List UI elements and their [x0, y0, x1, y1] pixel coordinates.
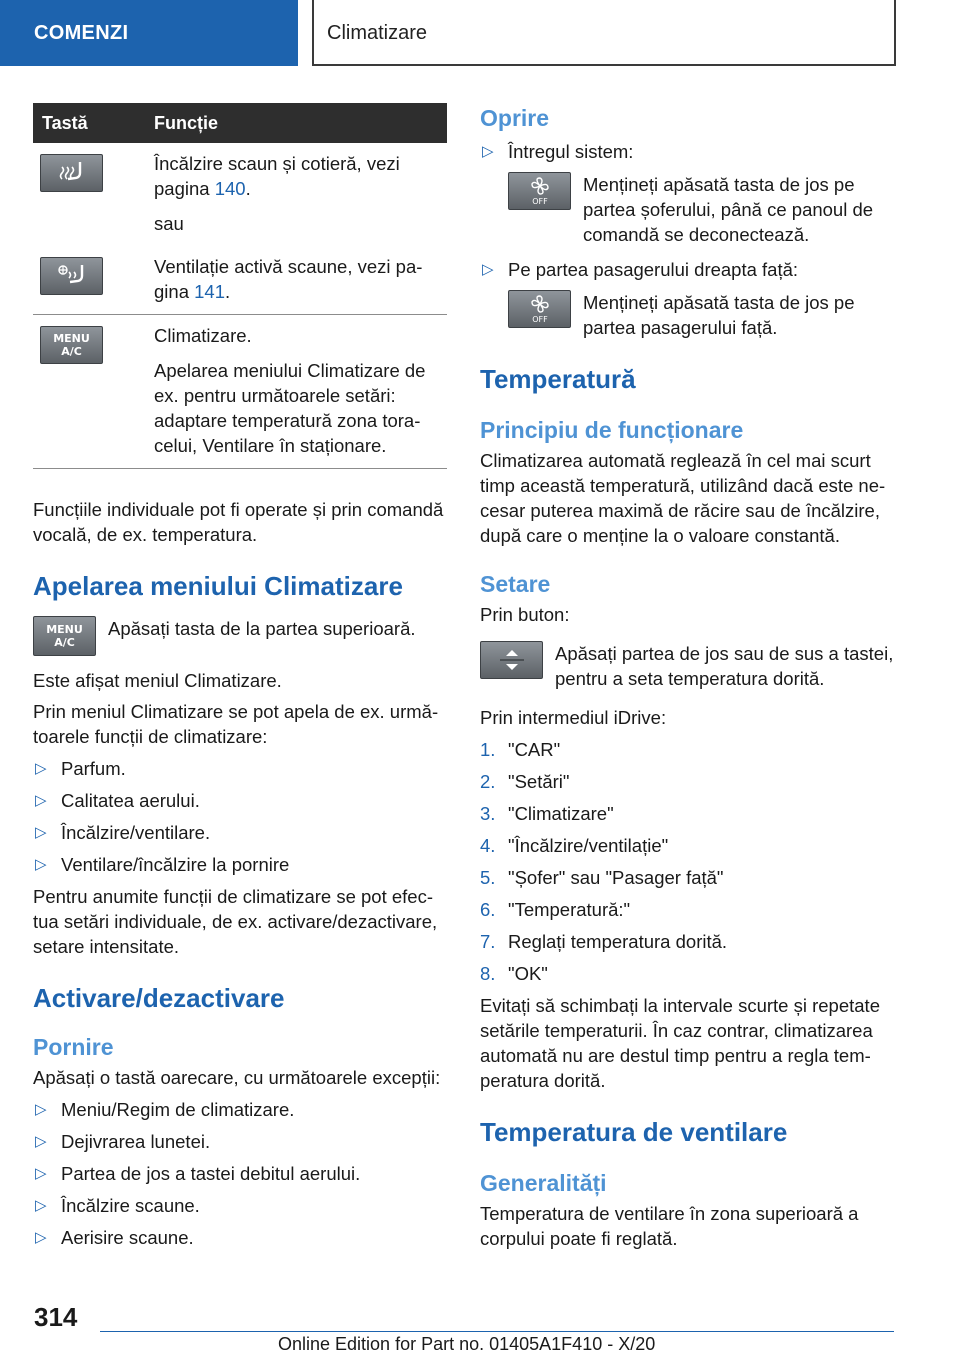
triangle-bullet-icon: ▷ [482, 143, 494, 160]
list-item [33, 1161, 447, 1186]
avoid-paragraph: Evitați să schimbați la intervale scurte și repetate setările temperaturii. În caz contrar, climatizarea automată nu are destul timp pentru a regla temperatura dorită. [480, 995, 880, 1091]
triangle-bullet-icon: ▷ [35, 824, 47, 841]
step-text: "Șofer" sau "Pasager față" [508, 867, 724, 888]
or-text: sau [154, 213, 184, 234]
temperature-heading: Temperatură [480, 364, 636, 394]
list-item-text: Calitatea aerului. [61, 790, 200, 811]
step-number: 8. [480, 963, 496, 984]
list-item [480, 139, 894, 247]
key-label-menu: MENU [53, 332, 90, 345]
list-item [480, 769, 894, 794]
list-item-text: Parfum. [61, 758, 126, 779]
menu-key-text: Apăsați tasta de la partea superioară. [108, 618, 416, 639]
table-row [154, 143, 447, 246]
list-item [33, 788, 447, 813]
on-paragraph: Apăsați o tastă oarecare, cu următoarele excepții: [33, 1067, 441, 1088]
off-label: OFF [531, 315, 548, 324]
list-item [33, 1225, 447, 1250]
step-number: 4. [480, 835, 496, 856]
list-item [480, 833, 894, 858]
table-row [154, 246, 447, 315]
off-label: OFF [531, 197, 548, 206]
triangle-bullet-icon: ▷ [35, 760, 47, 777]
list-item [33, 1129, 447, 1154]
footer-divider [100, 1331, 894, 1332]
table-header-function: Funcție [154, 103, 447, 143]
key-label-ac: A/C [54, 636, 75, 649]
list-item-text: Partea de jos a tastei debitul aerului. [61, 1163, 361, 1184]
chapter-title: Climatizare [312, 0, 896, 66]
step-number: 1. [480, 739, 496, 760]
left-column [33, 103, 447, 1250]
off-heading: Oprire [480, 105, 550, 131]
triangle-bullet-icon: ▷ [35, 1101, 47, 1118]
row-text-end: . [225, 281, 231, 302]
step-text: "Încălzire/ventilație" [508, 835, 669, 856]
vent-temperature-heading: Temperatura de ventilare [480, 1117, 788, 1147]
list-item [480, 897, 894, 922]
page-header [0, 0, 960, 66]
row-text: Încălzire scaun și cotieră, vezi pagina [154, 153, 400, 199]
page-link[interactable]: 140 [214, 178, 246, 199]
step-number: 7. [480, 931, 496, 952]
step-number: 3. [480, 803, 496, 824]
setting-heading: Setare [480, 571, 551, 597]
table-row [154, 315, 447, 469]
menu-ac-key-icon [40, 326, 103, 364]
list-item-text: Dejivrarea lunetei. [61, 1131, 211, 1152]
menu-functions-list [33, 756, 447, 877]
menu-paragraph: Pentru anumite funcții de climatizare se pot efectua setări individuale, de ex. activare/dezactivare, setare intensitate. [33, 886, 438, 957]
list-item-text: Pe partea pasagerului dreapta față: [508, 259, 799, 280]
row-text: Ventilație activă scaune, vezi pagina [154, 256, 423, 302]
menu-paragraph: Prin meniul Climatizare se pot apela de ex. următoarele funcții de climatizare: [33, 701, 439, 747]
seat-heating-icon [40, 154, 103, 192]
triangle-bullet-icon: ▷ [35, 856, 47, 873]
section-tab: COMENZI [0, 0, 298, 66]
fan-off-key-icon [508, 172, 571, 210]
right-column [480, 104, 894, 1251]
general-heading: Generalități [480, 1170, 607, 1196]
triangle-bullet-icon: ▷ [35, 1197, 47, 1214]
off-key-row [508, 290, 894, 340]
list-item-text: Meniu/Regim de climatizare. [61, 1099, 295, 1120]
edition-text: Online Edition for Part no. 01405A1F410 - X/20 [278, 1334, 656, 1354]
step-text: "OK" [508, 963, 548, 984]
off-item-text: Mențineți apăsată tasta de jos pe partea șoferului, până ce panoul de comandă se deconectează. [583, 174, 874, 245]
list-item-text: Aerisire scaune. [61, 1227, 194, 1248]
step-text: "Climatizare" [508, 803, 614, 824]
list-item-text: Încălzire/ventilare. [61, 822, 211, 843]
table-header-key: Tastă [33, 103, 154, 143]
off-key-row [508, 172, 894, 247]
list-item [480, 865, 894, 890]
list-item [480, 929, 894, 954]
menu-ac-key-icon [33, 616, 96, 656]
off-item-text: Mențineți apăsată tasta de jos pe partea pasagerului față. [583, 292, 855, 338]
page-number: 314 [34, 1302, 78, 1332]
list-item [33, 1097, 447, 1122]
idrive-paragraph: Prin intermediul iDrive: [480, 707, 667, 728]
step-text: "CAR" [508, 739, 561, 760]
step-text: Reglați temperatura dorită. [508, 931, 728, 952]
setting-paragraph: Prin buton: [480, 604, 570, 625]
list-item [480, 257, 894, 340]
step-number: 6. [480, 899, 496, 920]
triangle-bullet-icon: ▷ [35, 1133, 47, 1150]
list-item [33, 820, 447, 845]
exceptions-list [33, 1097, 447, 1250]
step-text: "Setări" [508, 771, 570, 792]
rocker-text: Apăsați partea de jos sau de sus a tastei, pentru a seta temperatura dorită. [555, 643, 894, 689]
list-item [480, 801, 894, 826]
list-item-text: Întregul sistem: [508, 141, 634, 162]
menu-key-row [33, 616, 447, 656]
key-function-table [33, 103, 447, 469]
fan-off-key-icon [508, 290, 571, 328]
up-down-rocker-icon [480, 641, 543, 679]
triangle-bullet-icon: ▷ [35, 1229, 47, 1246]
seat-ventilation-icon [40, 257, 103, 295]
list-item [480, 961, 894, 986]
triangle-bullet-icon: ▷ [35, 1165, 47, 1182]
menu-heading: Apelarea meniului Climatizare [33, 571, 403, 601]
rocker-row [480, 641, 894, 691]
step-text: "Temperatură:" [508, 899, 631, 920]
principle-paragraph: Climatizarea automată reglează în cel mai scurt timp această temperatură, utilizând dacă este necesar puterea maximă de răcire sau de încălzire, după care o menține la o valoare constantă. [480, 450, 886, 546]
key-label-ac: A/C [61, 345, 82, 358]
list-item-text: Încălzire scaune. [61, 1195, 200, 1216]
row-text-end: . [245, 178, 251, 199]
idrive-steps [480, 737, 894, 986]
list-item [480, 737, 894, 762]
on-heading: Pornire [33, 1034, 114, 1060]
step-number: 5. [480, 867, 496, 888]
step-number: 2. [480, 771, 496, 792]
list-item [33, 1193, 447, 1218]
list-item [33, 852, 447, 877]
list-item-text: Ventilare/încălzire la pornire [61, 854, 290, 875]
key-label-menu: MENU [46, 623, 83, 636]
triangle-bullet-icon: ▷ [35, 792, 47, 809]
row-text: Climatizare. [154, 325, 252, 346]
triangle-bullet-icon: ▷ [482, 261, 494, 278]
principle-heading: Principiu de funcționare [480, 417, 744, 443]
row-text-detail: Apelarea meniului Climatizare de ex. pentru următoarele setări: adaptare temperatură zona toracelui, Ventilare în staționare. [154, 360, 426, 456]
intro-text: Funcțiile individuale pot fi operate și prin comandă vocală, de ex. temperatura. [33, 499, 444, 545]
off-list [480, 139, 894, 340]
activation-heading: Activare/dezactivare [33, 983, 285, 1013]
page-link[interactable]: 141 [194, 281, 225, 302]
list-item [33, 756, 447, 781]
general-paragraph: Temperatura de ventilare în zona superioară a corpului poate fi reglată. [480, 1203, 859, 1249]
menu-paragraph: Este afișat meniul Climatizare. [33, 670, 282, 691]
